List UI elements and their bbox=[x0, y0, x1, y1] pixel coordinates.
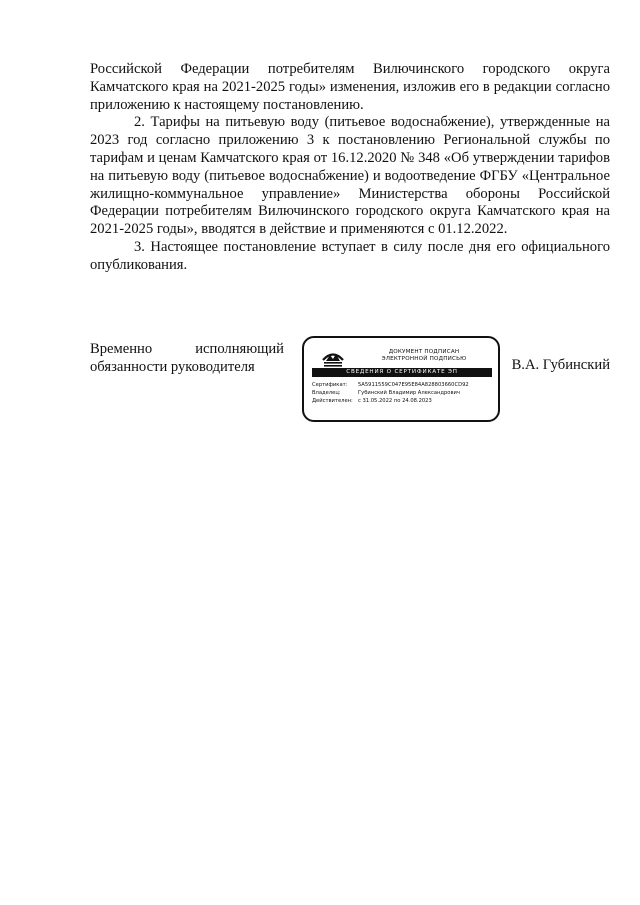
paragraph-continuation: Российской Федерации потребителям Вилючинского городского округа Камчатского края на 2021-2025 годы» изменения, изложив его в редакции согласно приложению к настоящему постановлению. bbox=[90, 61, 610, 113]
certificate-value: 5A5911559C047E95E84A828803660CD92 bbox=[358, 382, 469, 388]
stamp-title-line-1: ДОКУМЕНТ ПОДПИСАН bbox=[388, 349, 460, 355]
electronic-signature-stamp bbox=[302, 336, 500, 422]
owner-value: Губинский Владимир Александрович bbox=[358, 390, 460, 397]
certificate-key: Сертификат: bbox=[312, 382, 348, 388]
position-word-1: Временно bbox=[90, 341, 153, 357]
stamp-title bbox=[354, 349, 494, 363]
owner-row bbox=[312, 389, 494, 397]
validity-row bbox=[312, 397, 494, 405]
signatory-position bbox=[90, 341, 284, 377]
certificate-details bbox=[312, 381, 494, 406]
validity-key: Действителен: bbox=[312, 398, 353, 405]
position-line-2: обязанности руководителя bbox=[90, 358, 255, 375]
position-word-2: исполняющий bbox=[195, 341, 284, 357]
signatory-name: В.А. Губинский bbox=[511, 357, 610, 373]
certificate-row bbox=[312, 381, 494, 389]
owner-key: Владелец: bbox=[312, 390, 341, 397]
document-body bbox=[90, 61, 610, 275]
position-line-1 bbox=[90, 341, 284, 359]
paragraph-effective: 3. Настоящее постановление вступает в силу после дня его официального опубликования. bbox=[90, 238, 610, 273]
validity-value: с 31.05.2022 по 24.08.2023 bbox=[358, 398, 432, 405]
paragraph-tariffs: 2. Тарифы на питьевую воду (питьевое водоснабжение), утвержденные на 2023 год согласно приложению 3 к постановлению Региональной службы по тарифам и ценам Камчатского края от 16.12.2020 № 348 «Об утверждении тарифов на питьевую воду (питьевое водоснабжение) и водоотведение ФГБУ «Центральное жилищно-коммунальное управление» Министерства обороны Российской Федерации потребителям Вилючинского городского округа Камчатского края на 2021-2025 годы», вводятся в действие и применяются с 01.12.2022. bbox=[90, 114, 610, 238]
certificate-info-bar: СВЕДЕНИЯ О СЕРТИФИКАТЕ ЭП bbox=[312, 368, 492, 377]
stamp-title-line-2: ЭЛЕКТРОННОЙ ПОДПИСЬЮ bbox=[381, 356, 467, 362]
